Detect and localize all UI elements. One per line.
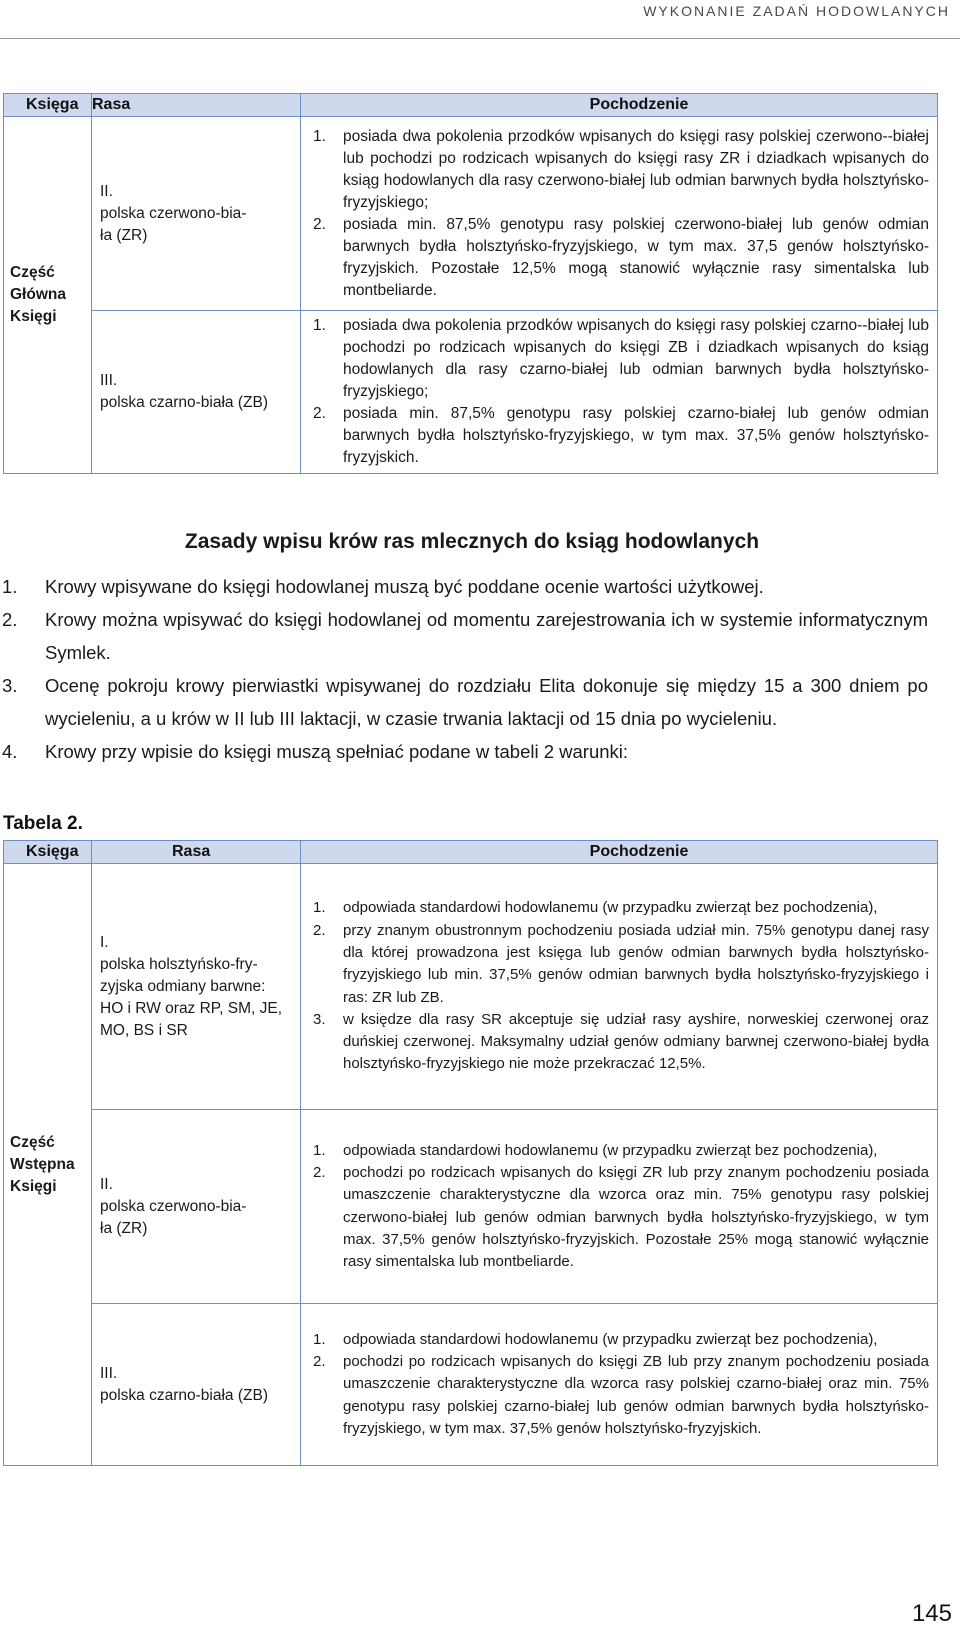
breed-line: MO, BS i SR xyxy=(100,1021,188,1039)
condition-text: posiada min. 87,5% genotypu rasy polskiej czerwono-białej lub genów odmian barwnych bydła holsztyńsko-fryzyjskiego, w tym max. 37,5 genów holsztyńsko-fryzyjskich. Pozostałe 12,5% mogą stanowić wyłącznie rasy simentalska lub montbeliarde. xyxy=(343,215,929,299)
breed-cell xyxy=(92,311,301,474)
breed-line: III. xyxy=(100,1364,118,1382)
part-label-wstepna xyxy=(4,864,92,1466)
breed-line: I. xyxy=(100,933,109,951)
table-header-row xyxy=(4,841,938,864)
origin-cell xyxy=(301,117,938,311)
table-row xyxy=(4,1110,938,1304)
condition-text: odpowiada standardowi hodowlanemu (w przypadku zwierząt bez pochodzenia), xyxy=(343,899,878,917)
header-pochodzenie: Pochodzenie xyxy=(301,841,938,864)
condition-text: pochodzi po rodzicach wpisanych do księgi ZR lub przy znanym pochodzeniu posiada umaszczenie charakterystyczne dla wzorca oraz min. 75% genotypu rasy polskiej czerwono-białej lub genów odmian barwnych bydła holsztyńsko-fryzyjskiego, w tym max. 37,5% genów holsztyńsko-fryzyjskich. Pozostałe 25% mogą stanowić wyłącznie rasy simentalska lub montbeliarde. xyxy=(343,1163,929,1271)
rule-number: 4. xyxy=(2,741,18,762)
breed-line: polska czerwono-bia- xyxy=(100,204,247,222)
rule-item xyxy=(0,669,928,735)
table-row xyxy=(4,117,938,311)
origin-cell xyxy=(301,1110,938,1304)
condition-number: 2. xyxy=(313,921,326,939)
condition-list xyxy=(309,1140,929,1274)
rule-item xyxy=(0,570,928,603)
header-ksiega: Księga xyxy=(4,94,92,117)
condition-list xyxy=(309,897,929,1075)
condition-item xyxy=(309,315,929,403)
breed-cell xyxy=(92,1110,301,1304)
condition-item xyxy=(309,1351,929,1440)
rule-number: 1. xyxy=(2,576,18,597)
condition-number: 1. xyxy=(313,317,326,334)
part-label-line: Główna xyxy=(10,286,66,303)
condition-list xyxy=(309,1329,929,1440)
header-rule xyxy=(0,38,960,39)
rule-item xyxy=(0,603,928,669)
rule-text: Krowy przy wpisie do księgi muszą spełniać podane w tabeli 2 warunki: xyxy=(45,741,629,762)
condition-item xyxy=(309,214,929,302)
condition-list xyxy=(309,126,929,302)
table-title: Tabela 2. xyxy=(3,813,83,834)
breed-cell xyxy=(92,864,301,1110)
table-row xyxy=(4,1304,938,1466)
condition-item xyxy=(309,1162,929,1273)
rule-text: Krowy można wpisywać do księgi hodowlanej od momentu zarejestrowania ich w systemie informatycznym Symlek. xyxy=(45,609,928,663)
condition-number: 2. xyxy=(313,1353,326,1371)
breed-line: zyjska odmiany barwne: xyxy=(100,977,266,995)
rule-number: 2. xyxy=(2,609,18,630)
rule-text: Krowy wpisywane do księgi hodowlanej muszą być poddane ocenie wartości użytkowej. xyxy=(45,576,764,597)
header-rasa: Rasa xyxy=(92,94,301,117)
condition-item xyxy=(309,1140,929,1162)
table-row xyxy=(4,864,938,1110)
condition-list xyxy=(309,315,929,469)
header-ksiega: Księga xyxy=(4,841,92,864)
part-label-line: Wstępna xyxy=(10,1155,75,1173)
part-label-line: Księgi xyxy=(10,308,57,325)
section-title: Zasady wpisu krów ras mlecznych do ksiąg hodowlanych xyxy=(184,530,760,553)
origin-cell xyxy=(301,1304,938,1466)
breed-line: polska czarno-biała (ZB) xyxy=(100,394,268,411)
condition-item xyxy=(309,403,929,469)
breed-line: ła (ZR) xyxy=(100,1219,148,1237)
table-entry-book xyxy=(3,840,938,1466)
table-header-row xyxy=(4,94,938,117)
breed-cell xyxy=(92,1304,301,1466)
condition-item xyxy=(309,1009,929,1076)
condition-number: 1. xyxy=(313,899,326,917)
condition-text: przy znanym obustronnym pochodzeniu posiada udział min. 75% genotypu danej rasy dla której prowadzona jest księga lub genów odmian barwnych bydła holsztyńsko-fryzyjskiego lub min. 37,5% genów odmian barwnych bydła holsztyńsko-fryzyjskiego i ras: ZR lub ZB. xyxy=(343,921,929,1006)
header-rasa: Rasa xyxy=(92,841,301,864)
rule-item xyxy=(0,735,928,768)
breed-line: polska czerwono-bia- xyxy=(100,1197,247,1215)
breed-line: II. xyxy=(100,1175,113,1193)
condition-number: 2. xyxy=(313,215,326,233)
page-number: 145 xyxy=(911,1600,952,1627)
breed-line: polska holsztyńsko-fry- xyxy=(100,955,258,973)
table-main-book xyxy=(3,93,938,474)
condition-number: 2. xyxy=(313,405,326,422)
condition-item xyxy=(309,897,929,919)
condition-number: 1. xyxy=(313,1330,326,1348)
breed-line: polska czarno-biała (ZB) xyxy=(100,1386,268,1404)
breed-line: II. xyxy=(100,182,113,200)
condition-text: posiada min. 87,5% genotypu rasy polskiej czarno-białej lub genów odmian barwnych bydła holsztyńsko-fryzyjskiego, w tym max. 37,5% genów holsztyńsko-fryzyjskich. xyxy=(343,405,929,466)
part-label-glowna xyxy=(4,117,92,474)
origin-cell xyxy=(301,864,938,1110)
rule-number: 3. xyxy=(2,675,18,696)
condition-item xyxy=(309,1329,929,1351)
condition-text: odpowiada standardowi hodowlanemu (w przypadku zwierząt bez pochodzenia), xyxy=(343,1141,878,1159)
condition-text: posiada dwa pokolenia przodków wpisanych do księgi rasy polskiej czarno--białej lub pochodzi po rodzicach wpisanych do księgi ZB i dziadkach wpisanych do ksiąg hodowlanych dla rasy czarno-białej lub odmian barwnych bydła holsztyńsko-fryzyjskiego; xyxy=(343,317,929,400)
condition-text: posiada dwa pokolenia przodków wpisanych do księgi rasy polskiej czerwono--białej lub pochodzi po rodzicach wpisanych do księgi rasy ZR i dziadkach wpisanych do ksiąg hodowlanych dla rasy czerwono-białej lub odmian barwnych bydła holsztyńsko-fryzyjskiego; xyxy=(343,127,929,211)
rules-list xyxy=(0,570,928,768)
part-label-line: Część xyxy=(10,264,55,281)
origin-cell xyxy=(301,311,938,474)
condition-text: odpowiada standardowi hodowlanemu (w przypadku zwierząt bez pochodzenia), xyxy=(343,1330,878,1348)
breed-line: ła (ZR) xyxy=(100,226,148,244)
condition-item xyxy=(309,920,929,1009)
condition-number: 3. xyxy=(313,1010,326,1028)
breed-line: HO i RW oraz RP, SM, JE, xyxy=(100,999,283,1017)
condition-number: 2. xyxy=(313,1163,326,1181)
table-row xyxy=(4,311,938,474)
running-header: WYKONANIE ZADAŃ HODOWLANYCH xyxy=(643,3,950,19)
breed-line: III. xyxy=(100,372,118,389)
condition-text: pochodzi po rodzicach wpisanych do księgi ZB lub przy znanym pochodzeniu posiada umaszczenie charakterystyczne dla wzorca rasy polskiej czarno-białej oraz min. 75% genotypu rasy polskiej czarno-białej lub genów odmian barwnych bydła holsztyńsko-fryzyjskiego, w tym max. 37,5% genów holsztyńsko-fryzyjskich. xyxy=(343,1353,929,1437)
condition-text: w księdze dla rasy SR akceptuje się udział rasy ayshire, norweskiej czerwonej oraz duńskiej czerwonej. Maksymalny udział genów odmiany barwnej czerwono-białej bydła holsztyńsko-fryzyjskiego nie może przekraczać 12,5%. xyxy=(343,1010,929,1073)
rule-text: Ocenę pokroju krowy pierwiastki wpisywanej do rozdziału Elita dokonuje się między 15 a 300 dniem po wycieleniu, a u krów w II lub III laktacji, w czasie trwania laktacji od 15 dnia po wycieleniu. xyxy=(45,675,928,729)
part-label-line: Księgi xyxy=(10,1177,57,1195)
breed-cell xyxy=(92,117,301,311)
header-pochodzenie: Pochodzenie xyxy=(301,94,938,117)
condition-number: 1. xyxy=(313,1141,326,1159)
part-label-line: Część xyxy=(10,1133,55,1151)
condition-item xyxy=(309,126,929,214)
condition-number: 1. xyxy=(313,127,326,145)
